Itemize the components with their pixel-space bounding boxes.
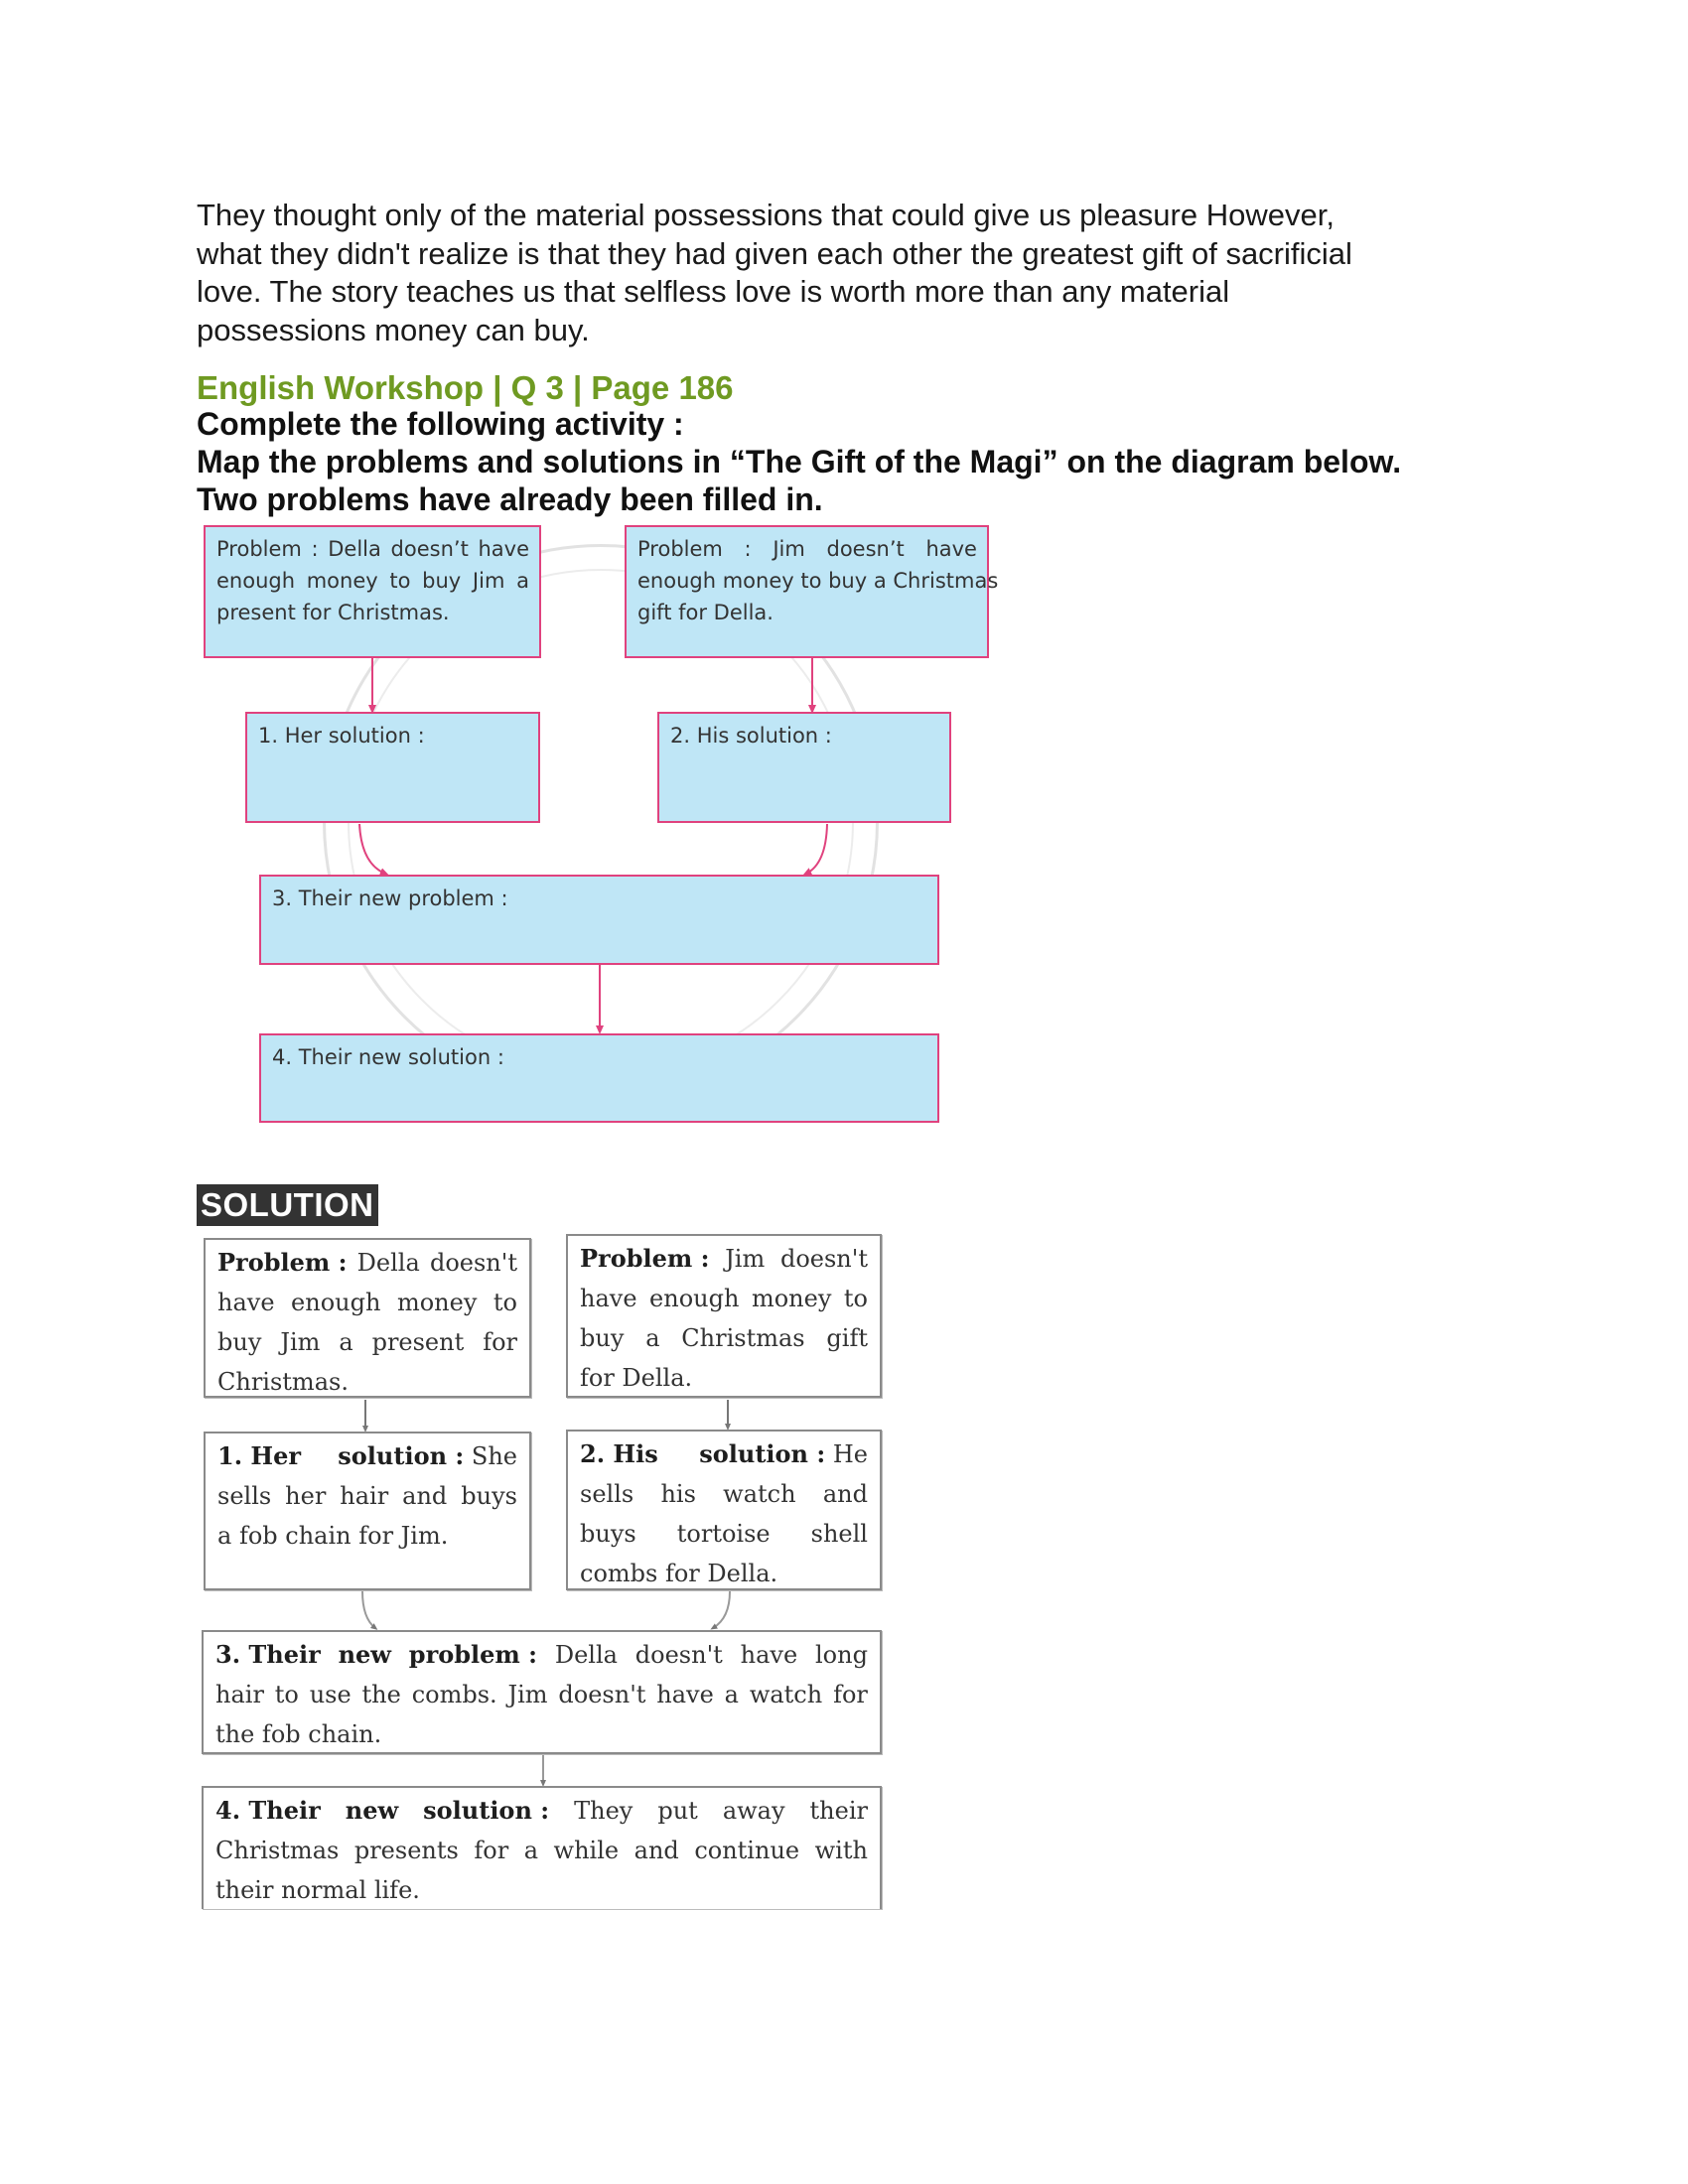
arrow-box3-to-box5 (362, 1591, 375, 1628)
solution-new-solution-box (202, 1786, 882, 1909)
box-line: sells her hair and buys (217, 1482, 517, 1510)
intro-line: love. The story teaches us that selfless love is worth more than any material (197, 274, 1230, 309)
box-line: Problem : Jim doesn't (580, 1244, 868, 1273)
box-line: gift for Della. (637, 601, 774, 624)
box-line: hair to use the combs. Jim doesn't have a watch for (215, 1681, 868, 1708)
box-line: buys tortoise shell (580, 1520, 868, 1548)
box-line: combs for Della. (580, 1560, 778, 1587)
instruction-line: Two problems have already been filled in. (197, 481, 823, 517)
box-line: 3. Their new problem : (272, 887, 508, 910)
instruction-line: Complete the following activity : (197, 406, 684, 442)
box-line: their normal life. (215, 1876, 420, 1904)
box-line: Christmas presents for a while and continue with (215, 1837, 868, 1864)
box-line: have enough money to (217, 1289, 517, 1316)
arrow-box4-to-box5 (713, 1591, 730, 1628)
box-line: enough money to buy a Christmas (637, 569, 999, 593)
solution-his-solution-box (566, 1430, 882, 1590)
intro-line: They thought only of the material possessions that could give us pleasure However, (197, 198, 1335, 232)
intro-line: possessions money can buy. (197, 312, 590, 347)
box-line: buy a Christmas gift (580, 1324, 868, 1352)
solution-problem-della-box (204, 1238, 531, 1398)
box-line: 2. His solution : (670, 724, 832, 748)
box-line: 4. Their new solution : (272, 1045, 504, 1069)
section-heading: English Workshop | Q 3 | Page 186 (197, 369, 734, 406)
box-line: the fob chain. (215, 1720, 382, 1748)
box-line: enough money to buy Jim a (216, 569, 529, 593)
box-line: Problem : Jim doesn’t have (637, 537, 977, 561)
box-line: 4. Their new solution : They put away their (215, 1796, 868, 1825)
box-line: present for Christmas. (216, 601, 450, 624)
box-line: have enough money to (580, 1285, 868, 1312)
solution-problem-jim-box (566, 1234, 882, 1398)
box-line: Christmas. (217, 1368, 349, 1396)
box-line: Problem : Della doesn't (217, 1248, 517, 1277)
box-line: Problem : Della doesn’t have (216, 537, 529, 561)
box-line: for Della. (580, 1364, 693, 1392)
box-line: 3. Their new problem : Della doesn't have long (215, 1640, 868, 1669)
box-line: buy Jim a present for (217, 1328, 517, 1356)
box-line: sells his watch and (580, 1480, 868, 1508)
solution-new-problem-box (202, 1630, 882, 1754)
solution-label: SOLUTION (197, 1184, 378, 1226)
box-line: 2. His solution : He (580, 1439, 868, 1468)
box-line: a fob chain for Jim. (217, 1522, 449, 1550)
box-line: 1. Her solution : She (217, 1441, 517, 1470)
instruction-line: Map the problems and solutions in “The Gift of the Magi” on the diagram below. (197, 444, 1402, 479)
intro-line: what they didn't realize is that they had given each other the greatest gift of sacrificial (197, 235, 1352, 271)
box-line: 1. Her solution : (258, 724, 425, 748)
solution-her-solution-box (204, 1432, 531, 1590)
